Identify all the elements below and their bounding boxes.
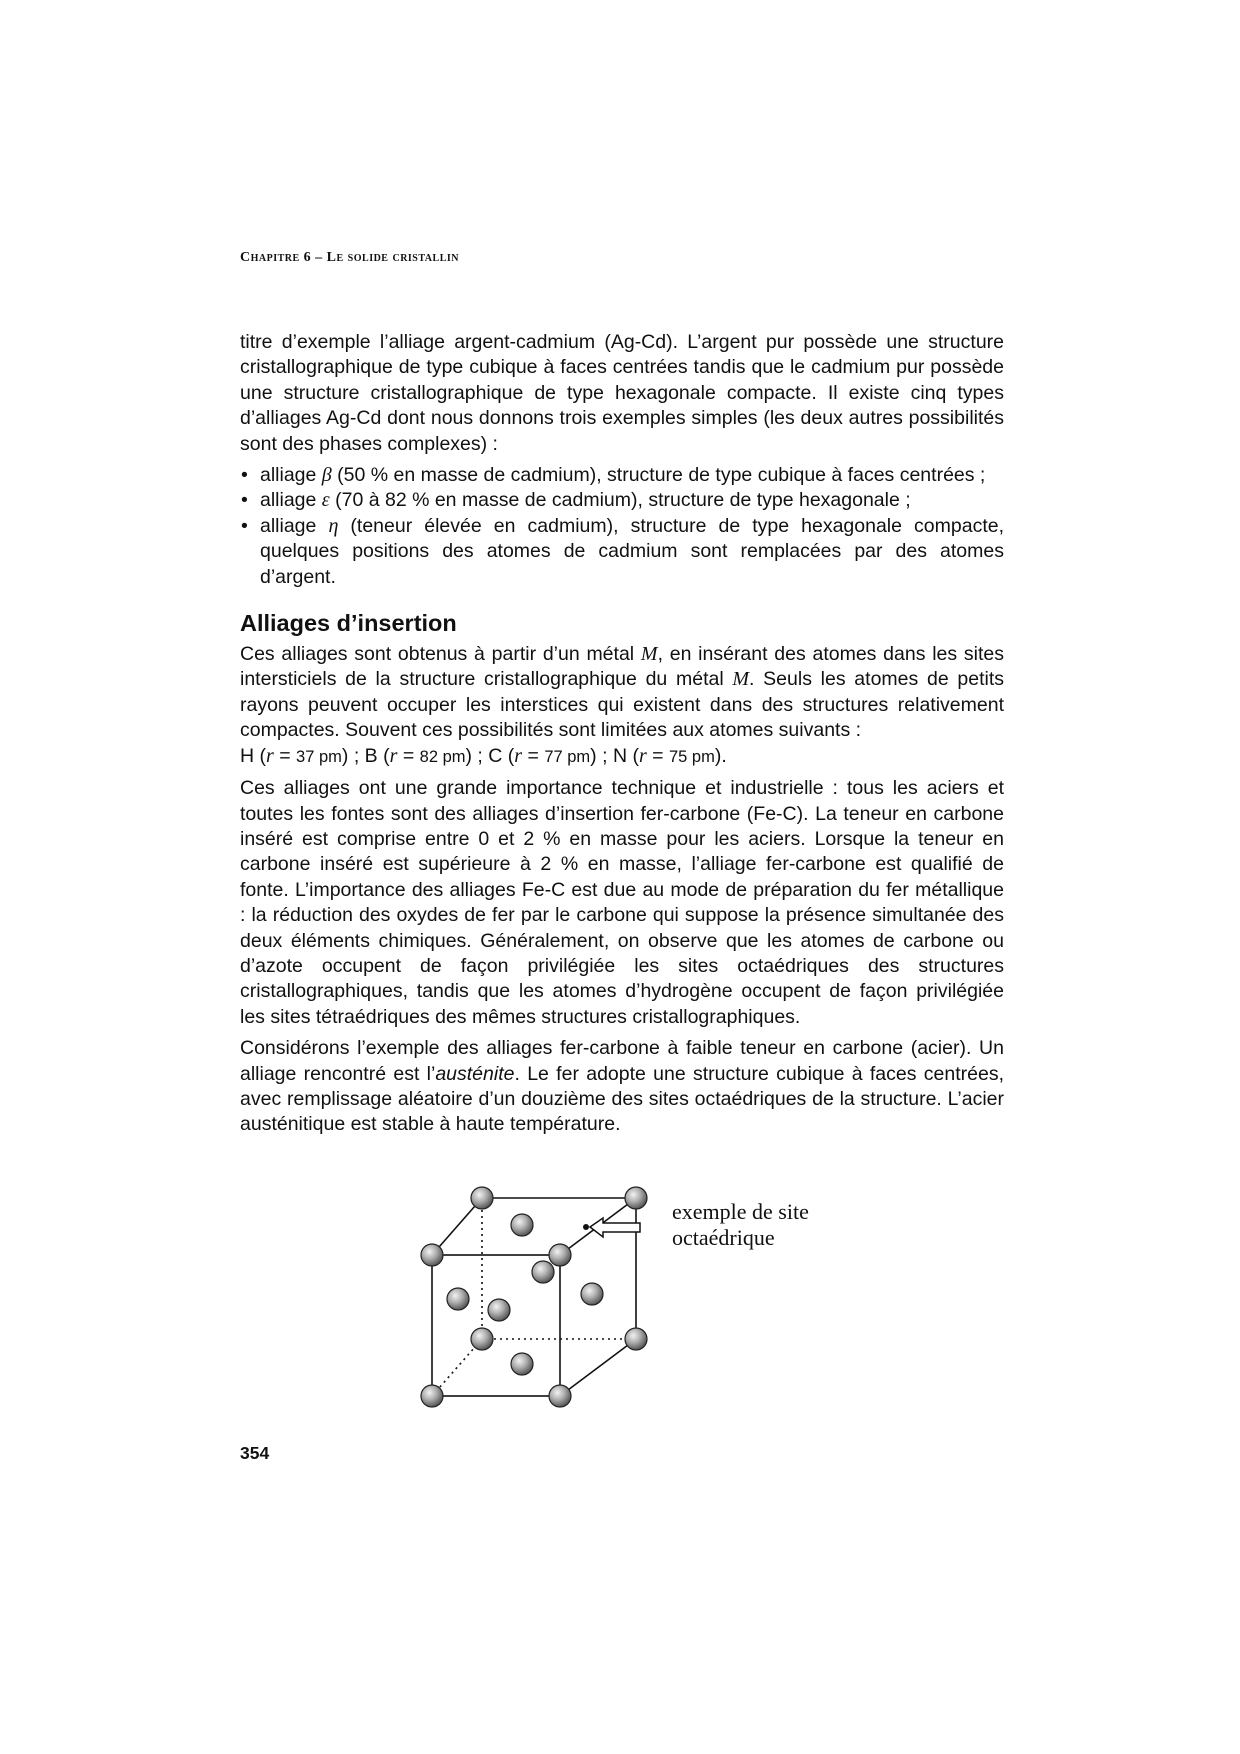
atom	[625, 1187, 647, 1209]
section-title: Alliages d’insertion	[240, 610, 457, 637]
list-item: • alliage η (teneur élevée en cadmium), structure de type hexagonale compacte, quelques positions des atomes de cadmium sont remplacées par des atomes d’argent.	[241, 514, 1005, 588]
arrow-icon	[590, 1218, 640, 1237]
figure-label: exemple de site octaédrique	[672, 1199, 809, 1250]
atom	[488, 1299, 510, 1321]
octahedral-site	[583, 1224, 589, 1230]
running-head: Chapitre 6 – Le solide cristallin	[240, 250, 459, 265]
atom	[532, 1261, 554, 1283]
atom	[549, 1244, 571, 1266]
atom	[625, 1328, 647, 1350]
atom	[471, 1328, 493, 1350]
atom	[421, 1385, 443, 1407]
cube-edge	[560, 1339, 636, 1396]
symbol-beta: β	[321, 464, 332, 487]
term-austenite: austénite	[435, 1062, 515, 1085]
symbol-epsilon: ε	[321, 489, 330, 512]
atom	[549, 1385, 571, 1407]
alloy-list	[240, 463, 1004, 590]
atom	[471, 1187, 493, 1209]
paragraph-steel: Ces alliages ont une grande importance technique et industrielle : tous les aciers et toutes les fontes sont des alliages d’insertion fer-carbone (Fe-C). La teneur en carbone inséré est comprise entre 0 et 2 % en masse pour les aciers. Lorsque la teneur en carbone inséré est supérieure à 2 % en masse, l’alliage fer-carbone est qualifié de fonte. L’importance des alliages Fe-C est due au mode de préparation du fer métallique : la réduction des oxydes de fer par le carbone qui suppose la présence simultanée des deux éléments chimiques. Généralement, on observe que les atomes de carbone ou d’azote occupent de façon privilégiée les sites octaédriques des structures cristallographiques, tandis que les atomes d’hydrogène occupent de façon privilégiée les sites tétraédriques des mêmes structures cristallographiques.	[240, 777, 1004, 1028]
bullet-icon: •	[241, 489, 248, 512]
atom	[581, 1283, 603, 1305]
radius-b: B (r = 82 pm)	[364, 744, 472, 767]
intro-paragraph: titre d’exemple l’alliage argent-cadmium (Ag-Cd). L’argent pur possède une structure cristallographique de type cubique à faces centrées tandis que le cadmium pur possède une structure cristallographique de type hexagonale compacte. Il existe cinq types d’alliages Ag-Cd dont nous donnons trois exemples simples (les deux autres possibilités sont des phases complexes) :	[240, 331, 1004, 455]
atom	[421, 1244, 443, 1266]
body-text	[240, 330, 1004, 1144]
symbol-eta: η	[328, 514, 339, 537]
atom	[511, 1353, 533, 1375]
atoms	[421, 1187, 647, 1407]
page-number: 354	[240, 1443, 270, 1463]
bullet-icon: •	[241, 514, 248, 537]
atom	[511, 1214, 533, 1236]
radius-n: N (r = 75 pm)	[612, 744, 722, 767]
list-item: • alliage β (50 % en masse de cadmium), structure de type cubique à faces centrées ;	[240, 463, 1004, 488]
paragraph-austenite: Considérons l’exemple des alliages fer-carbone à faible teneur en carbone (acier). Un alliage rencontré est l’austénite. Le fer adopte une structure cubique à faces centrées, avec remplissage aléatoire d’un douzième des sites octaédriques de la structure. L’acier austénitique est stable à haute température.	[240, 1037, 1004, 1136]
fcc-figure	[410, 1175, 850, 1435]
bullet-icon: •	[241, 464, 248, 487]
paragraph-insertion: Ces alliages sont obtenus à partir d’un métal M, en insérant des atomes dans les sites intersticiels de la structure cristallographique du métal M. Seuls les atomes de petits rayons peuvent occuper les interstices qui existent dans des structures relativement compactes. Souvent ces possibilités sont limitées aux atomes suivants : H (r = 37 pm) ; B (r = 82 pm) ; C (r = 77 pm) ; N (r = 75 pm).	[240, 643, 1004, 767]
radius-c: C (r = 77 pm)	[488, 744, 597, 767]
atom	[447, 1288, 469, 1310]
list-item: • alliage ε (70 à 82 % en masse de cadmium), structure de type hexagonale ;	[240, 488, 1004, 513]
radius-h: H (r = 37 pm)	[240, 744, 349, 767]
